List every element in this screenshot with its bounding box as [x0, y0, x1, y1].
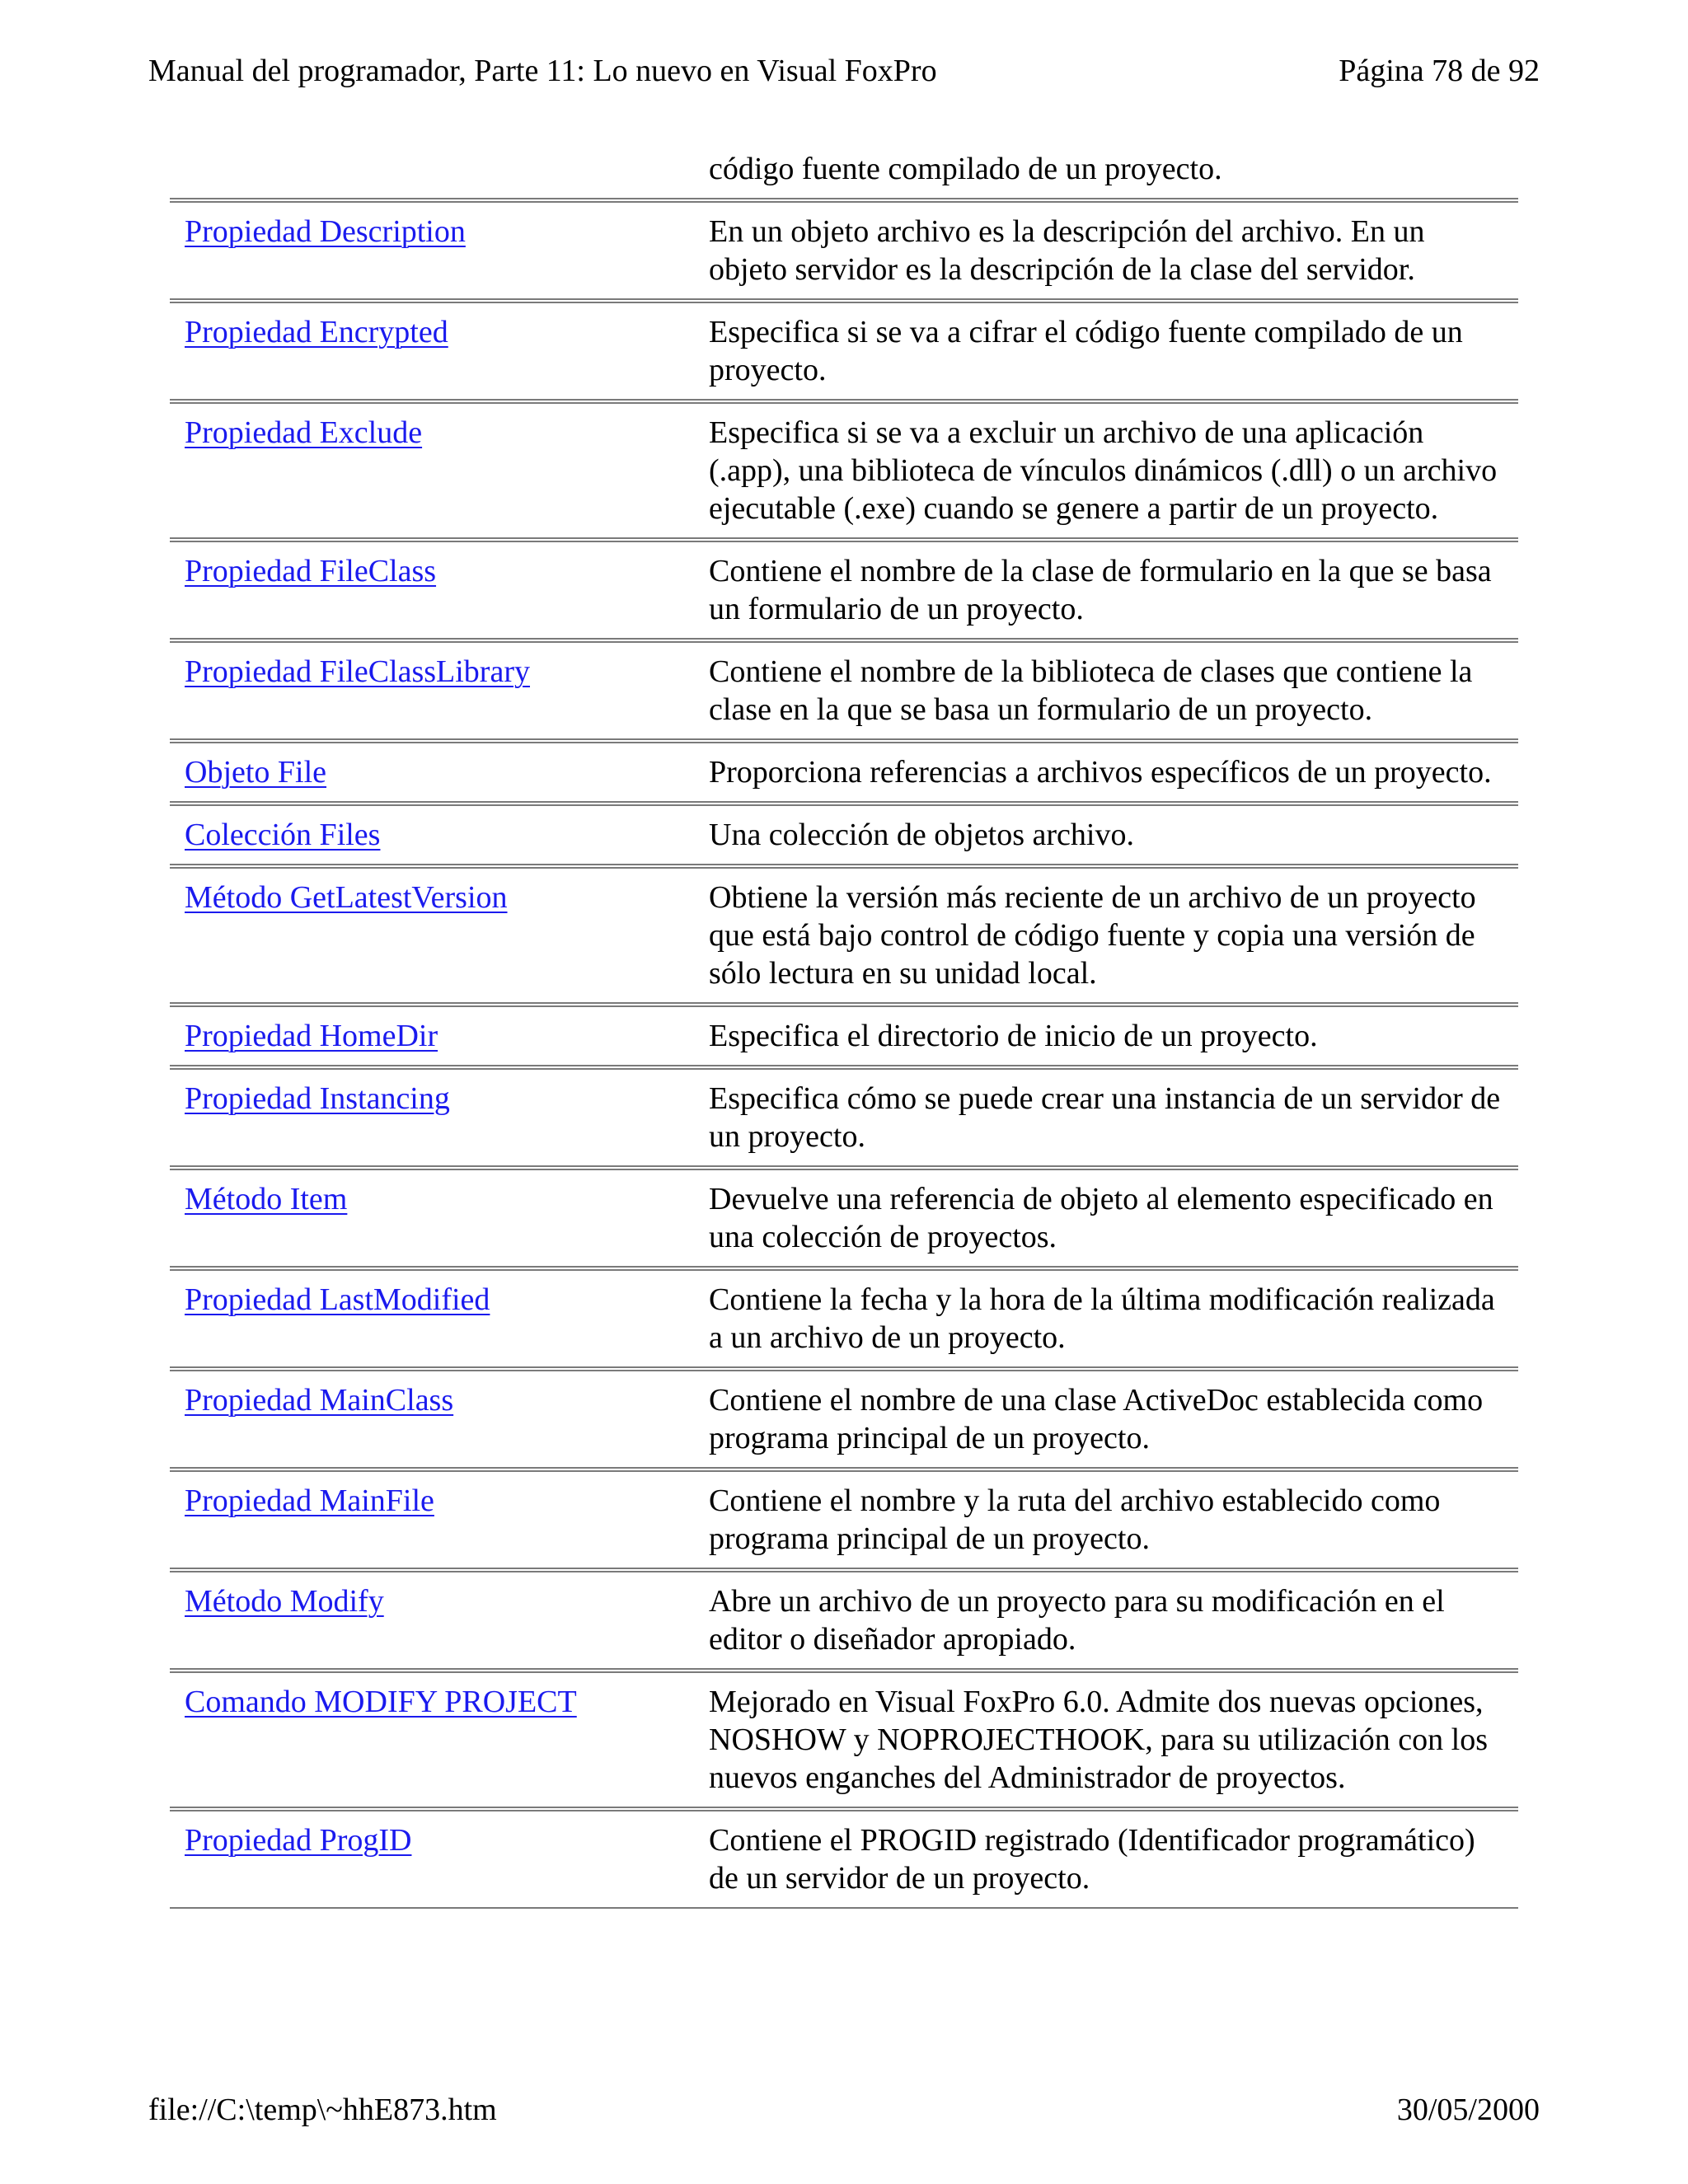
row-separator — [170, 1467, 1518, 1472]
reference-table — [170, 145, 1518, 1912]
table-row — [170, 1815, 1518, 1904]
row-separator — [170, 1002, 1518, 1007]
term-link[interactable]: Propiedad FileClass — [185, 554, 437, 588]
term-link[interactable]: Comando MODIFY PROJECT — [185, 1685, 577, 1719]
description-cell: código fuente compilado de un proyecto. — [709, 152, 1222, 186]
table-row — [170, 809, 1518, 860]
row-separator — [170, 1807, 1518, 1811]
row-separator — [170, 537, 1518, 542]
table-row — [170, 1174, 1518, 1263]
page-number: Página 78 de 92 — [1339, 54, 1540, 88]
term-cell — [170, 1180, 709, 1256]
term-link[interactable]: Propiedad FileClassLibrary — [185, 654, 530, 689]
term-link[interactable]: Propiedad Encrypted — [185, 315, 448, 349]
table-row — [170, 747, 1518, 798]
file-path: file://C:\temp\~hhE873.htm — [148, 2093, 497, 2127]
term-link[interactable]: Propiedad MainClass — [185, 1383, 454, 1418]
row-separator — [170, 1907, 1518, 1909]
print-date: 30/05/2000 — [1396, 2093, 1540, 2127]
description-cell: Abre un archivo de un proyecto para su modificación en el editor o diseñador apropiado. — [709, 1584, 1445, 1657]
description-cell: Contiene el nombre de una clase ActiveDoc establecida como programa principal de un proyecto. — [709, 1383, 1484, 1455]
term-cell — [170, 414, 709, 527]
term-cell — [170, 1381, 709, 1457]
term-cell — [170, 1281, 709, 1357]
description-cell: Proporciona referencias a archivos específicos de un proyecto. — [709, 755, 1492, 790]
term-link[interactable]: Propiedad Description — [185, 214, 466, 249]
row-separator — [170, 638, 1518, 643]
description-cell: Contiene el nombre de la clase de formulario en la que se basa un formulario de un proyecto. — [709, 554, 1492, 626]
row-separator — [170, 1366, 1518, 1371]
table-row — [170, 872, 1518, 999]
row-separator — [170, 738, 1518, 743]
term-link[interactable]: Objeto File — [185, 755, 327, 790]
term-cell-empty — [170, 150, 709, 188]
page-header — [148, 48, 1540, 94]
description-cell: Obtiene la versión más reciente de un archivo de un proyecto que está bajo control de código fuente y copia una versión de sólo lectura en su unidad local. — [709, 880, 1476, 991]
description-cell: Contiene el PROGID registrado (Identificador programático) de un servidor de un proyecto. — [709, 1823, 1475, 1896]
term-link[interactable]: Colección Files — [185, 818, 381, 852]
term-cell — [170, 552, 709, 628]
row-separator — [170, 399, 1518, 404]
term-cell — [170, 313, 709, 389]
table-row — [170, 1576, 1518, 1665]
table-row — [170, 1676, 1518, 1803]
table-row — [170, 1073, 1518, 1162]
description-cell: Una colección de objetos archivo. — [709, 818, 1134, 852]
term-link[interactable]: Propiedad ProgID — [185, 1823, 412, 1858]
table-row — [170, 546, 1518, 635]
term-cell — [170, 1017, 709, 1055]
row-separator — [170, 1568, 1518, 1572]
description-cell: En un objeto archivo es la descripción del archivo. En un objeto servidor es la descripción de la clase del servidor. — [709, 214, 1425, 287]
term-cell — [170, 816, 709, 854]
table-row — [170, 1475, 1518, 1564]
page-footer — [148, 2087, 1540, 2133]
row-separator — [170, 1165, 1518, 1170]
description-cell: Devuelve una referencia de objeto al elemento especificado en una colección de proyectos. — [709, 1182, 1493, 1254]
term-link[interactable]: Método GetLatestVersion — [185, 880, 508, 915]
row-separator — [170, 864, 1518, 869]
row-separator — [170, 801, 1518, 806]
table-row — [170, 1274, 1518, 1363]
term-cell — [170, 879, 709, 992]
row-separator — [170, 198, 1518, 203]
row-separator — [170, 298, 1518, 303]
term-cell — [170, 1821, 709, 1897]
term-link[interactable]: Propiedad HomeDir — [185, 1019, 438, 1053]
table-row — [170, 1375, 1518, 1464]
description-cell: Especifica cómo se puede crear una instancia de un servidor de un proyecto. — [709, 1081, 1501, 1154]
description-cell: Mejorado en Visual FoxPro 6.0. Admite dos nuevas opciones, NOSHOW y NOPROJECTHOOK, para su utilización con los nuevos enganches del Administrador de proyectos. — [709, 1685, 1488, 1795]
row-separator — [170, 1668, 1518, 1673]
description-cell: Contiene el nombre de la biblioteca de clases que contiene la clase en la que se basa un formulario de un proyecto. — [709, 654, 1473, 727]
table-row — [170, 407, 1518, 534]
term-link[interactable]: Método Modify — [185, 1584, 384, 1619]
table-row — [170, 1010, 1518, 1062]
term-cell — [170, 1080, 709, 1155]
term-link[interactable]: Propiedad LastModified — [185, 1282, 490, 1317]
term-link[interactable]: Propiedad Exclude — [185, 415, 423, 450]
term-cell — [170, 213, 709, 288]
row-separator — [170, 1065, 1518, 1070]
table-row — [170, 307, 1518, 396]
document-title: Manual del programador, Parte 11: Lo nuevo en Visual FoxPro — [148, 54, 937, 88]
description-cell: Especifica si se va a excluir un archivo de una aplicación (.app), una biblioteca de vínculos dinámicos (.dll) o un archivo ejecutable (.exe) cuando se genere a partir de un proyecto. — [709, 415, 1498, 526]
term-cell — [170, 1683, 709, 1797]
table-row — [170, 206, 1518, 295]
description-cell: Especifica si se va a cifrar el código fuente compilado de un proyecto. — [709, 315, 1463, 387]
description-cell: Contiene el nombre y la ruta del archivo establecido como programa principal de un proyecto. — [709, 1483, 1441, 1556]
term-cell — [170, 1482, 709, 1558]
term-link[interactable]: Método Item — [185, 1182, 348, 1216]
term-cell — [170, 1582, 709, 1658]
row-separator — [170, 1266, 1518, 1271]
description-cell: Especifica el directorio de inicio de un proyecto. — [709, 1019, 1318, 1053]
term-link[interactable]: Propiedad MainFile — [185, 1483, 434, 1518]
term-link[interactable]: Propiedad Instancing — [185, 1081, 450, 1116]
description-cell: Contiene la fecha y la hora de la última modificación realizada a un archivo de un proyecto. — [709, 1282, 1495, 1355]
table-row-continuation — [170, 145, 1518, 194]
term-cell — [170, 753, 709, 791]
table-row — [170, 646, 1518, 735]
term-cell — [170, 653, 709, 729]
